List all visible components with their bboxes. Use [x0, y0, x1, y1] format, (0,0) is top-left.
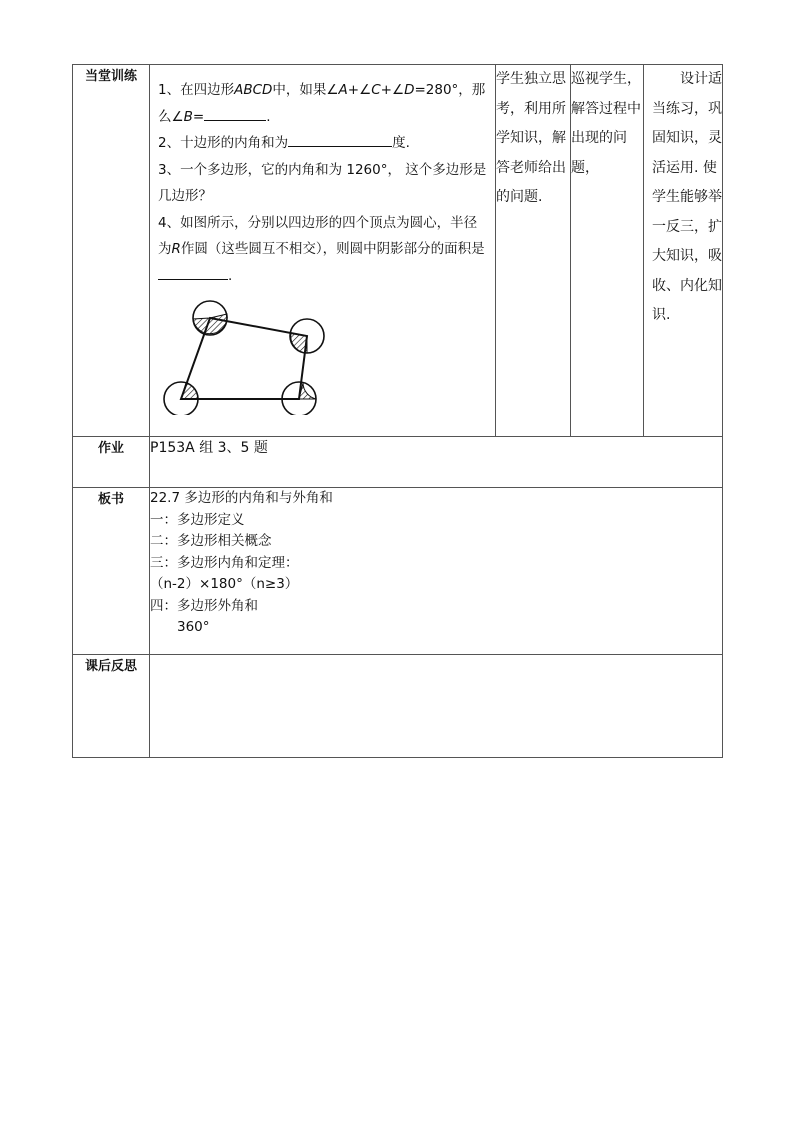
teacher-activity: 巡视学生，解答过程中出现的问题， [571, 65, 644, 437]
design-intent: 设计适当练习，巩固知识，灵活运用. 使学生能够举一反三，扩大知识，吸收、内化知识. [644, 65, 723, 437]
homework-label: 作业 [73, 437, 150, 488]
lesson-plan-table [72, 64, 723, 758]
board-content [150, 488, 723, 655]
answer-blank-2 [288, 132, 392, 147]
board-line: 22.7 多边形的内角和与外角和 [150, 490, 333, 506]
reflection-content [150, 655, 723, 758]
board-line: 三：多边形内角和定理： [150, 554, 299, 571]
board-line: （n-2）×180°（n≥3） [150, 576, 299, 592]
reflection-label: 课后反思 [73, 655, 150, 758]
practice-exercises [150, 65, 496, 437]
board-line: 360° [150, 619, 210, 635]
board-label: 板书 [73, 488, 150, 655]
reflection-row [73, 655, 723, 758]
practice-row [73, 65, 723, 437]
homework-text: P153A 组 3、5 题 [150, 437, 723, 488]
quadrilateral-circles-figure [152, 295, 352, 415]
homework-row [73, 437, 723, 488]
student-activity: 学生独立思考，利用所学知识，解答老师给出的问题. [496, 65, 571, 437]
board-line: 一：多边形定义 [150, 511, 245, 528]
question-3: 3、一个多边形，它的内角和为 1260°， 这个多边形是几边形？ [158, 161, 487, 204]
practice-label: 当堂训练 [73, 65, 150, 437]
answer-blank-1 [204, 106, 266, 121]
board-row [73, 488, 723, 655]
answer-blank-4 [158, 265, 228, 280]
board-line: 四：多边形外角和 [150, 597, 258, 614]
question-2: 2、十边形的内角和为 度. [158, 130, 489, 157]
board-line: 二：多边形相关概念 [150, 533, 272, 549]
question-4: 4、如图所示，分别以四边形的四个顶点为圆心，半径为R作圆（这些圆互不相交），则圆中阴影部分的面积是. [158, 214, 485, 284]
question-1: 1、在四边形ABCD中，如果∠A+∠C+∠D=280°，那么∠B= . [158, 82, 486, 125]
